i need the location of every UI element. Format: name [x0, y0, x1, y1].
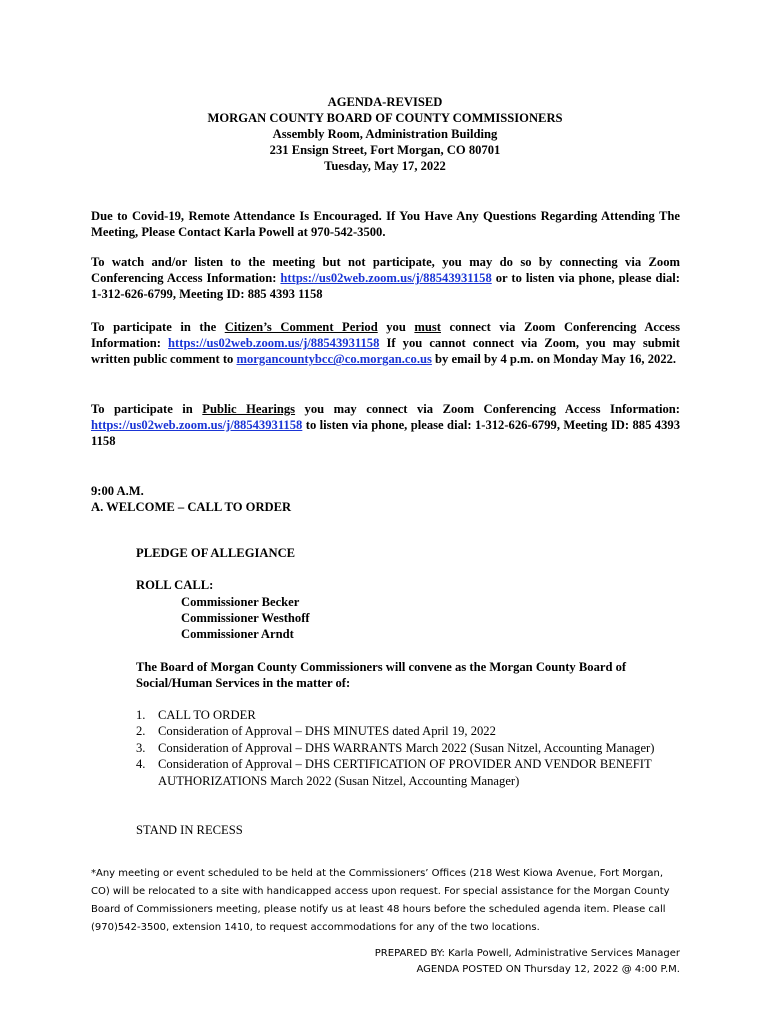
zoom-link-hearings[interactable]: https://us02web.zoom.us/j/88543931158 — [91, 418, 303, 433]
agenda-item — [136, 723, 681, 739]
item-number: 3. — [136, 740, 146, 755]
meeting-room: Assembly Room, Administration Building — [272, 127, 498, 141]
public-hearings-label: Public Hearings — [202, 402, 296, 416]
zoom-link-citizens[interactable]: https://us02web.zoom.us/j/88543931158 — [168, 336, 380, 351]
item-number: 2. — [136, 724, 146, 739]
agenda-posted: AGENDA POSTED ON Thursday 12, 2022 @ 4:00 P.M. — [416, 964, 680, 975]
citizens-text-5: by email by 4 p.m. on Monday May 16, 2022. — [431, 352, 677, 367]
agenda-header — [0, 94, 770, 174]
section-a-heading: A. WELCOME – CALL TO ORDER — [91, 500, 292, 514]
must-emphasis: must — [414, 320, 441, 334]
zoom-link-watch[interactable]: https://us02web.zoom.us/j/88543931158 — [280, 271, 492, 286]
item-number: 4. — [136, 757, 146, 772]
email-link[interactable]: morgancountybcc@co.morgan.co.us — [236, 352, 432, 367]
citizens-comment-period: Citizen’s Comment Period — [224, 320, 378, 334]
item-number: 1. — [136, 708, 146, 722]
commissioner-name: Commissioner Arndt — [181, 627, 294, 641]
item-text: Consideration of Approval – DHS MINUTES dated April 19, 2022 — [158, 724, 496, 739]
agenda-item — [136, 740, 681, 756]
prepared-by: PREPARED BY: Karla Powell, Administrative Services Manager — [374, 948, 680, 959]
watch-text-1: To watch and/or listen to the meeting but not participate, you may do so by connecting via Zoom Conferencing Access Information: — [91, 255, 680, 286]
board-name: MORGAN COUNTY BOARD OF COUNTY COMMISSIONERS — [207, 111, 563, 125]
hearings-text-3: to listen via phone, please dial: 1-312-626-6799, Meeting ID: 885 4393 1158 — [91, 418, 680, 449]
public-hearings-instructions — [91, 401, 680, 450]
agenda-item — [136, 707, 681, 723]
citizens-text-3: connect via Zoom Conferencing Access Information: — [91, 320, 680, 351]
meeting-date: Tuesday, May 17, 2022 — [324, 159, 446, 173]
item-text: Consideration of Approval – DHS CERTIFICATION OF PROVIDER AND VENDOR BENEFIT AUTHORIZATIONS March 2022 (Susan Nitzel, Accounting Manager) — [158, 757, 652, 788]
stand-in-recess: STAND IN RECESS — [136, 823, 243, 837]
covid-notice: Due to Covid-19, Remote Attendance Is Encouraged. If You Have Any Questions Regarding Attending The Meeting, Please Contact Karla Powell at 970-542-3500. — [91, 209, 680, 240]
watch-instructions — [91, 254, 680, 303]
dhs-agenda-items — [136, 707, 681, 789]
item-text: Consideration of Approval – DHS WARRANTS March 2022 (Susan Nitzel, Accounting Manager) — [158, 740, 655, 755]
item-text: CALL TO ORDER — [158, 708, 256, 722]
roll-call-heading: ROLL CALL: — [136, 578, 214, 592]
accessibility-footnote: *Any meeting or event scheduled to be held at the Commissioners’ Offices (218 West Kiowa Avenue, Fort Morgan, CO) will be relocated to a site with handicapped access upon request. For special assistance for the Morgan County Board of Commissioners meeting, please notify us at least 48 hours before the scheduled agenda item. Please call (970)542-3500, extension 1410, to request accommodations for any of the two locations. — [91, 868, 670, 933]
citizens-text-2: you — [377, 320, 415, 334]
citizens-text-1: To participate in the — [91, 320, 225, 334]
meeting-address: 231 Ensign Street, Fort Morgan, CO 80701 — [269, 143, 501, 157]
pledge-of-allegiance: PLEDGE OF ALLEGIANCE — [136, 546, 296, 560]
watch-text-2: or to listen via phone, please dial: 1-312-626-6799, Meeting ID: 885 4393 1158 — [91, 271, 681, 302]
agenda-title: AGENDA-REVISED — [327, 95, 443, 109]
hearings-text-1: To participate in — [91, 402, 203, 416]
hearings-text-2: you may connect via Zoom Conferencing Access Information: — [295, 402, 681, 416]
commissioner-name: Commissioner Becker — [181, 595, 300, 609]
citizens-comment-instructions — [91, 319, 680, 368]
meeting-time: 9:00 A.M. — [91, 484, 144, 498]
commissioner-name: Commissioner Westhoff — [181, 611, 310, 625]
board-convene-statement: The Board of Morgan County Commissioners will convene as the Morgan County Board of Social/Human Services in the matter of: — [136, 660, 627, 691]
agenda-item — [136, 756, 681, 789]
citizens-text-4: If you cannot connect via Zoom, you may submit written public comment to — [91, 336, 680, 367]
